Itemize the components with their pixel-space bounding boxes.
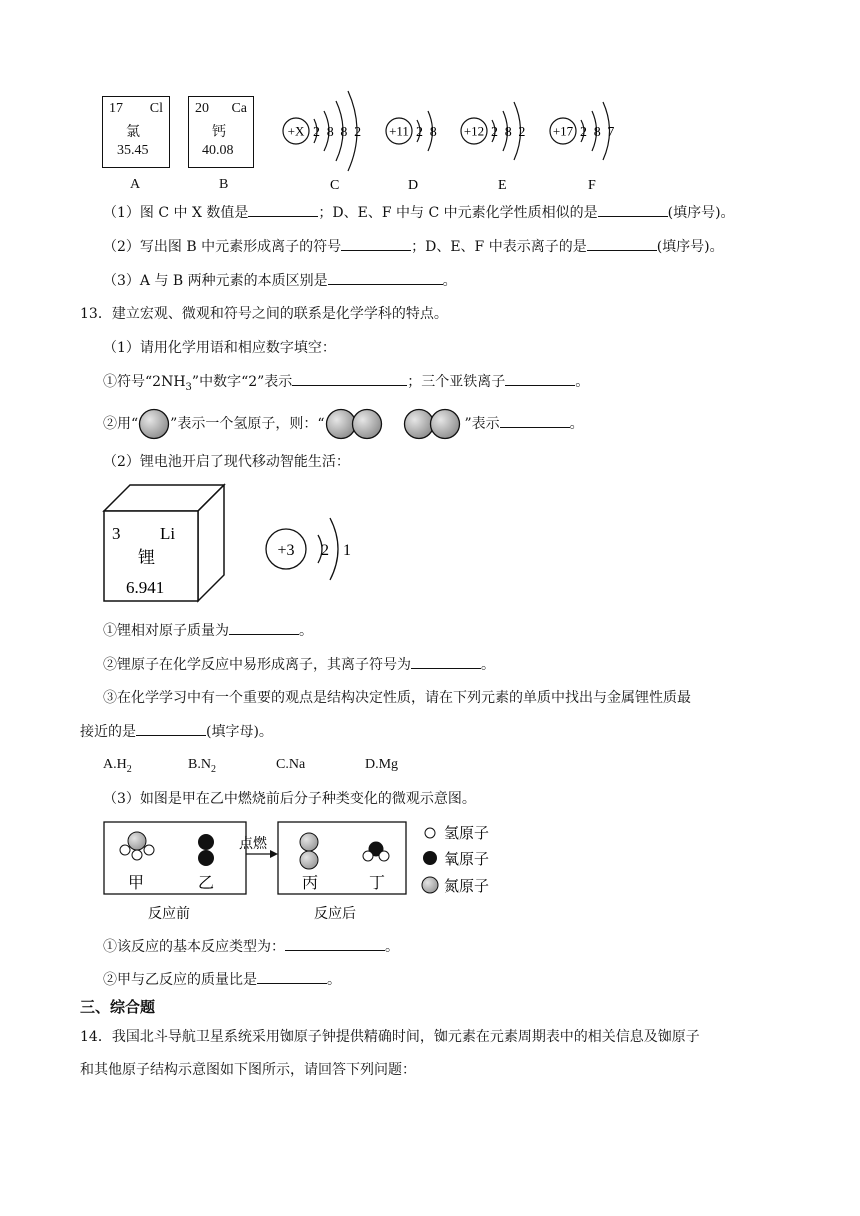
q13-li-item1: ①锂相对原子质量为 。 [103,620,313,641]
element-symbol: Ca [231,101,247,116]
legend-nitrogen: 氮原子 [444,879,490,895]
option-d[interactable]: D.Mg [365,757,399,772]
shells-f: 2 8 7 [580,125,616,140]
answer-blank[interactable] [328,270,443,285]
q13-item2: ②用“ ”表示一个氢原子，则：“ ”表示 。 [103,408,584,440]
atomic-mass: 40.08 [202,143,234,158]
answer-blank[interactable] [248,202,318,217]
q13-li-item3: ③在化学学习中有一个重要的观点是结构决定性质，请在下列元素的单质中找出与金属锂性质最 [103,690,691,706]
q13-li-item3-cont: 接近的是 (填字母)。 [80,721,273,742]
q13-rxn-item2: ②甲与乙反应的质量比是 。 [103,969,341,990]
atom-structure-diagrams [270,84,640,200]
label-e: E [498,178,507,193]
q13-part1: （1）请用化学用语和相应数字填空： [103,340,336,356]
q14-line1: 14．我国北斗导航卫星系统采用铷原子钟提供精确时间，铷元素在元素周期表中的相关信息及铷原子 [80,1029,700,1045]
nucleus-f: +17 [552,123,574,139]
element-name: 氯 [126,124,140,140]
label-ding: 丁 [369,875,386,892]
legend-hydrogen: 氢原子 [444,826,490,842]
q13-item1: ①符号“$2NH_3$”中数字“2”表示 ；三个亚铁离子 。 [103,371,589,398]
q13-part3: （3）如图是甲在乙中燃烧前后分子种类变化的微观示意图。 [103,791,476,807]
lithium-atom-structure [262,510,362,590]
legend-oxygen: 氧原子 [444,852,490,868]
element-box-a [102,96,170,168]
reaction-diagram [100,818,510,928]
q13-part2: （2）锂电池开启了现代移动智能生活： [103,454,350,470]
answer-blank[interactable] [285,936,385,951]
label-b: B [219,177,229,192]
q12-line3: （3）A 与 B 两种元素的本质区别是 。 [103,270,457,291]
element-symbol: Cl [149,101,163,116]
label-jia: 甲 [128,875,145,892]
q13-rxn-item1: ①该反应的基本反应类型为： 。 [103,936,399,957]
answer-blank[interactable] [587,236,657,251]
q14-line2: 和其他原子结构示意图如下图所示，请回答下列问题： [80,1062,416,1078]
option-c[interactable]: C.Na [276,757,306,772]
element-name: 钙 [212,124,226,140]
arrow-label: 点燃 [239,837,267,852]
option-a[interactable]: $A.H_2$ [103,757,132,775]
answer-blank[interactable] [257,969,327,984]
li-atomic-number: 3 [112,524,121,543]
q13-li-item2: ②锂原子在化学反应中易形成离子，其离子符号为 。 [103,654,495,675]
li-mass: 6.941 [126,578,165,597]
shells-d: 2 8 [416,125,439,140]
q12-line2: （2）写出图 B 中元素形成离子的符号 ；D、E、F 中表示离子的是 (填序号)。 [103,236,724,257]
answer-blank[interactable] [229,620,299,635]
label-yi: 乙 [198,875,215,892]
hydrogen-atom-icon [138,408,170,440]
answer-blank[interactable] [136,721,206,736]
atomic-mass: 35.45 [117,143,149,158]
answer-blank[interactable] [598,202,668,217]
two-hydrogen-molecules-icon [325,408,465,440]
li-name: 锂 [138,548,155,568]
label-after: 反应后 [314,907,356,922]
nucleus-d: +11 [389,123,409,139]
atomic-number: 20 [195,101,209,116]
element-box-b [188,96,254,168]
atomic-number: 17 [109,101,123,116]
lithium-element-cube [100,483,230,605]
label-bing: 丙 [302,875,319,892]
answer-blank[interactable] [341,236,411,251]
nucleus-c: +X [287,123,305,139]
label-before: 反应前 [148,907,190,922]
li-symbol: Li [160,524,176,543]
shells-e: 2 8 2 [491,125,527,140]
answer-blank[interactable] [292,371,407,386]
shells-c: 2 8 8 2 [313,125,363,140]
label-d: D [408,178,419,193]
answer-blank[interactable] [500,413,570,428]
option-b[interactable]: $B.N_2$ [188,757,216,775]
q12-line1: （1）图 C 中 X 数值是 ；D、E、F 中与 C 中元素化学性质相似的是 (填序号)。 [103,202,735,223]
label-c: C [330,178,340,193]
label-f: F [588,178,596,193]
label-a: A [130,177,141,192]
li-shells: 2 1 [321,542,356,559]
li-nucleus: +3 [277,542,295,559]
section-heading: 三、综合题 [80,998,156,1016]
answer-blank[interactable] [411,654,481,669]
nucleus-e: +12 [463,123,485,139]
q13-title: 13．建立宏观、微观和符号之间的联系是化学学科的特点。 [80,306,448,322]
answer-blank[interactable] [505,371,575,386]
